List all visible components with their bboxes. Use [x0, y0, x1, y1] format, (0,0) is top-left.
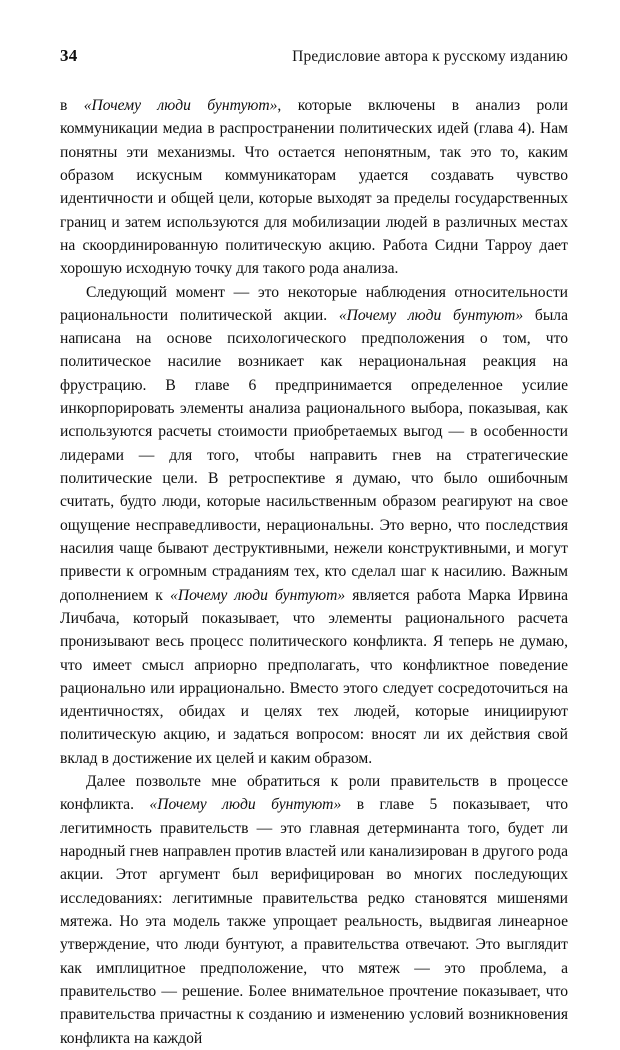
text-run: является работа Марка Ирвина Личбача, который показывает, что элементы рационального расчета пронизывают весь процесс политического конфликта. Я теперь не думаю, что имеет смысл априорно предполагать, что конфликтное поведение рационально или иррационально. Вместо этого следует сосредоточиться на идентичностях, обидах и целях тех людей, которые инициируют политическую акцию, и задаться вопросом: вносят ли их действия свой вклад в достижение их целей и каким образом.	[60, 586, 568, 767]
text-run: была написана на основе психологического предположения о том, что политическое насилие возникает как нерациональная реакция на фрустрацию. В главе 6 предпринимается определенное усилие инкорпорировать элементы анализа рационального выбора, показывая, как используются расчеты стоимости приобретаемых выгод — в особенности лидерами — для того, чтобы направить гнев на стратегические политические цели. В ретроспективе я думаю, что было ошибочным считать, будто люди, которые насильственным образом реагируют на свое ощущение несправедливости, нерациональны. Это верно, что последствия насилия чаще бывают деструктивными, нежели конструктивными, и могут привести к огромным страданиям тех, кто сделал шаг к насилию. Важным дополнением к	[60, 306, 568, 604]
paragraph	[60, 770, 568, 1050]
text-run: Далее позвольте мне обратиться к роли правительств в процессе конфликта.	[60, 773, 568, 814]
italic-title: «Почему люди бунтуют»	[83, 97, 278, 114]
paragraph	[60, 281, 568, 771]
italic-title: «Почему люди бунтуют»	[338, 306, 524, 324]
running-head	[60, 46, 568, 66]
text-run: , которые включены в анализ роли коммуникации медиа в распространении политических идей (глава 4). Нам понятны эти механизмы. Что остается непонятным, так это то, каким образом искусным коммуникаторам удается создавать чувство идентичности и общей цели, которые выходят за пределы государственных границ и затем используются для мобилизации людей в различных местах на скоординированную политическую акцию. Работа Сидни Тарроу дает хорошую исходную точку для такого рода анализа.	[60, 97, 569, 278]
italic-title: «Почему люди бунтуют»	[149, 796, 342, 814]
italic-title: «Почему люди бунтуют»	[170, 586, 346, 604]
running-title: Предисловие автора к русскому изданию	[292, 48, 568, 65]
page-number: 34	[60, 46, 78, 65]
text-run: в главе 5 показывает, что легитимность правительств — это главная детерминанта того, будет ли народный гнев направлен против властей или канализирован в другого рода акции. Этот аргумент был верифицирован во многих последующих исследованиях: легитимные правительства редко становятся мишенями мятежа. Но эта модель также упрощает реальность, выдвигая линеарное утверждение, что люди бунтуют, а правительства отвечают. Это выглядит как имплицитное предположение, что мятеж — это проблема, а правительство — решение. Более внимательное прочтение показывает, что правительства причастны к созданию и изменению условий возникновения конфликта на каждой	[60, 796, 568, 1047]
text-run: Следующий момент — это некоторые наблюдения относительности рациональности политической акции.	[60, 283, 568, 324]
paragraph	[60, 94, 568, 281]
text-run: в	[60, 97, 84, 114]
body-text	[60, 94, 568, 1050]
